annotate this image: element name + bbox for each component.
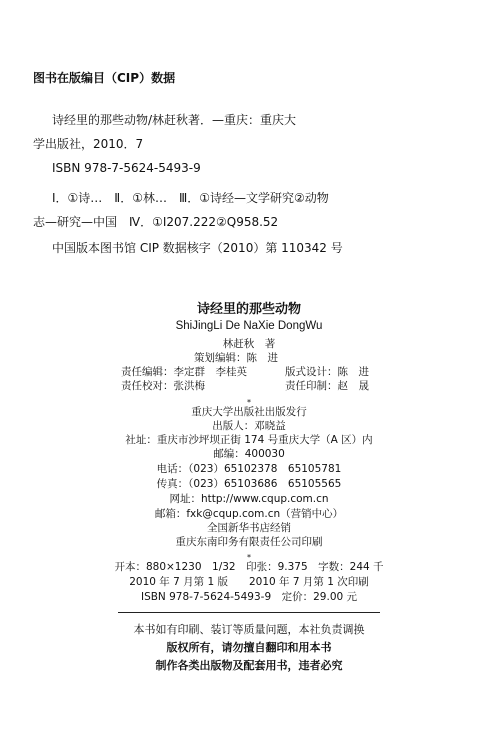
cip-subject-line2: 志—研究—中国 Ⅳ．①I207.222②Q958.52 [33, 215, 279, 229]
print-supervisor: 责任印制：赵 晟 [285, 380, 369, 392]
cip-number: 中国版本图书馆 CIP 数据核字（2010）第 110342 号 [52, 241, 343, 255]
email: 邮箱：fxk@cqup.com.cn（营销中心） [154, 508, 344, 520]
author-line: 林赶秋 著 [222, 338, 276, 350]
divider-line [118, 612, 380, 613]
format-spec: 开本：880×1230 1/32 印张：9.375 字数：244 千 [114, 561, 384, 573]
edition-info: 2010 年 7 月第 1 版 2010 年 7 月第 1 次印刷 [129, 576, 369, 588]
isbn-price: ISBN 978-7-5624-5493-9 定价：29.00 元 [140, 591, 358, 603]
notice-line3: 制作各类出版物及配套用书，违者必究 [155, 659, 343, 672]
postcode: 邮编：400030 [213, 448, 285, 460]
layout-designer: 版式设计：陈 进 [285, 366, 369, 378]
cip-entry-line2: 学出版社，2010．7 [33, 137, 144, 151]
book-title-pinyin: ShiJingLi De NaXie DongWu [175, 320, 323, 332]
proofreader: 责任校对：张洪梅 [121, 380, 205, 392]
copyright-notice [0, 621, 498, 675]
cip-heading: 图书在版编目（CIP）数据 [33, 71, 176, 85]
distributor: 全国新华书店经销 [207, 522, 291, 534]
notice-line2: 版权所有，请勿擅自翻印和用本书 [166, 641, 332, 654]
publisher-person: 出版人：邓晓益 [212, 420, 286, 432]
cip-block [33, 70, 473, 255]
notice-line1: 本书如有印刷、装订等质量问题，本社负责调换 [133, 623, 365, 636]
cip-subject-line1: Ⅰ．①诗… Ⅱ．①林… Ⅲ．①诗经—文学研究②动物 [52, 191, 329, 205]
publisher: 重庆大学出版社出版发行 [191, 406, 307, 418]
fax: 传真：（023）65103686 65105565 [156, 478, 342, 490]
cip-entry-line1: 诗经里的那些动物/林赶秋著．—重庆：重庆大 [52, 113, 297, 127]
planning-editor: 策划编辑：陈 进 [194, 352, 278, 364]
address: 社址：重庆市沙坪坝正街 174 号重庆大学（A 区）内 [125, 434, 373, 446]
responsible-editors: 责任编辑：李定群 李桂英 [121, 366, 247, 378]
book-title: 诗经里的那些动物 [196, 302, 301, 317]
cip-isbn: ISBN 978-7-5624-5493-9 [52, 161, 201, 175]
printer: 重庆东南印务有限责任公司印刷 [175, 536, 323, 548]
separator-star: * [247, 398, 251, 407]
phone: 电话：（023）65102378 65105781 [156, 463, 342, 475]
separator-star-2: * [247, 553, 251, 562]
website: 网址：http://www.cqup.com.cn [169, 493, 329, 505]
